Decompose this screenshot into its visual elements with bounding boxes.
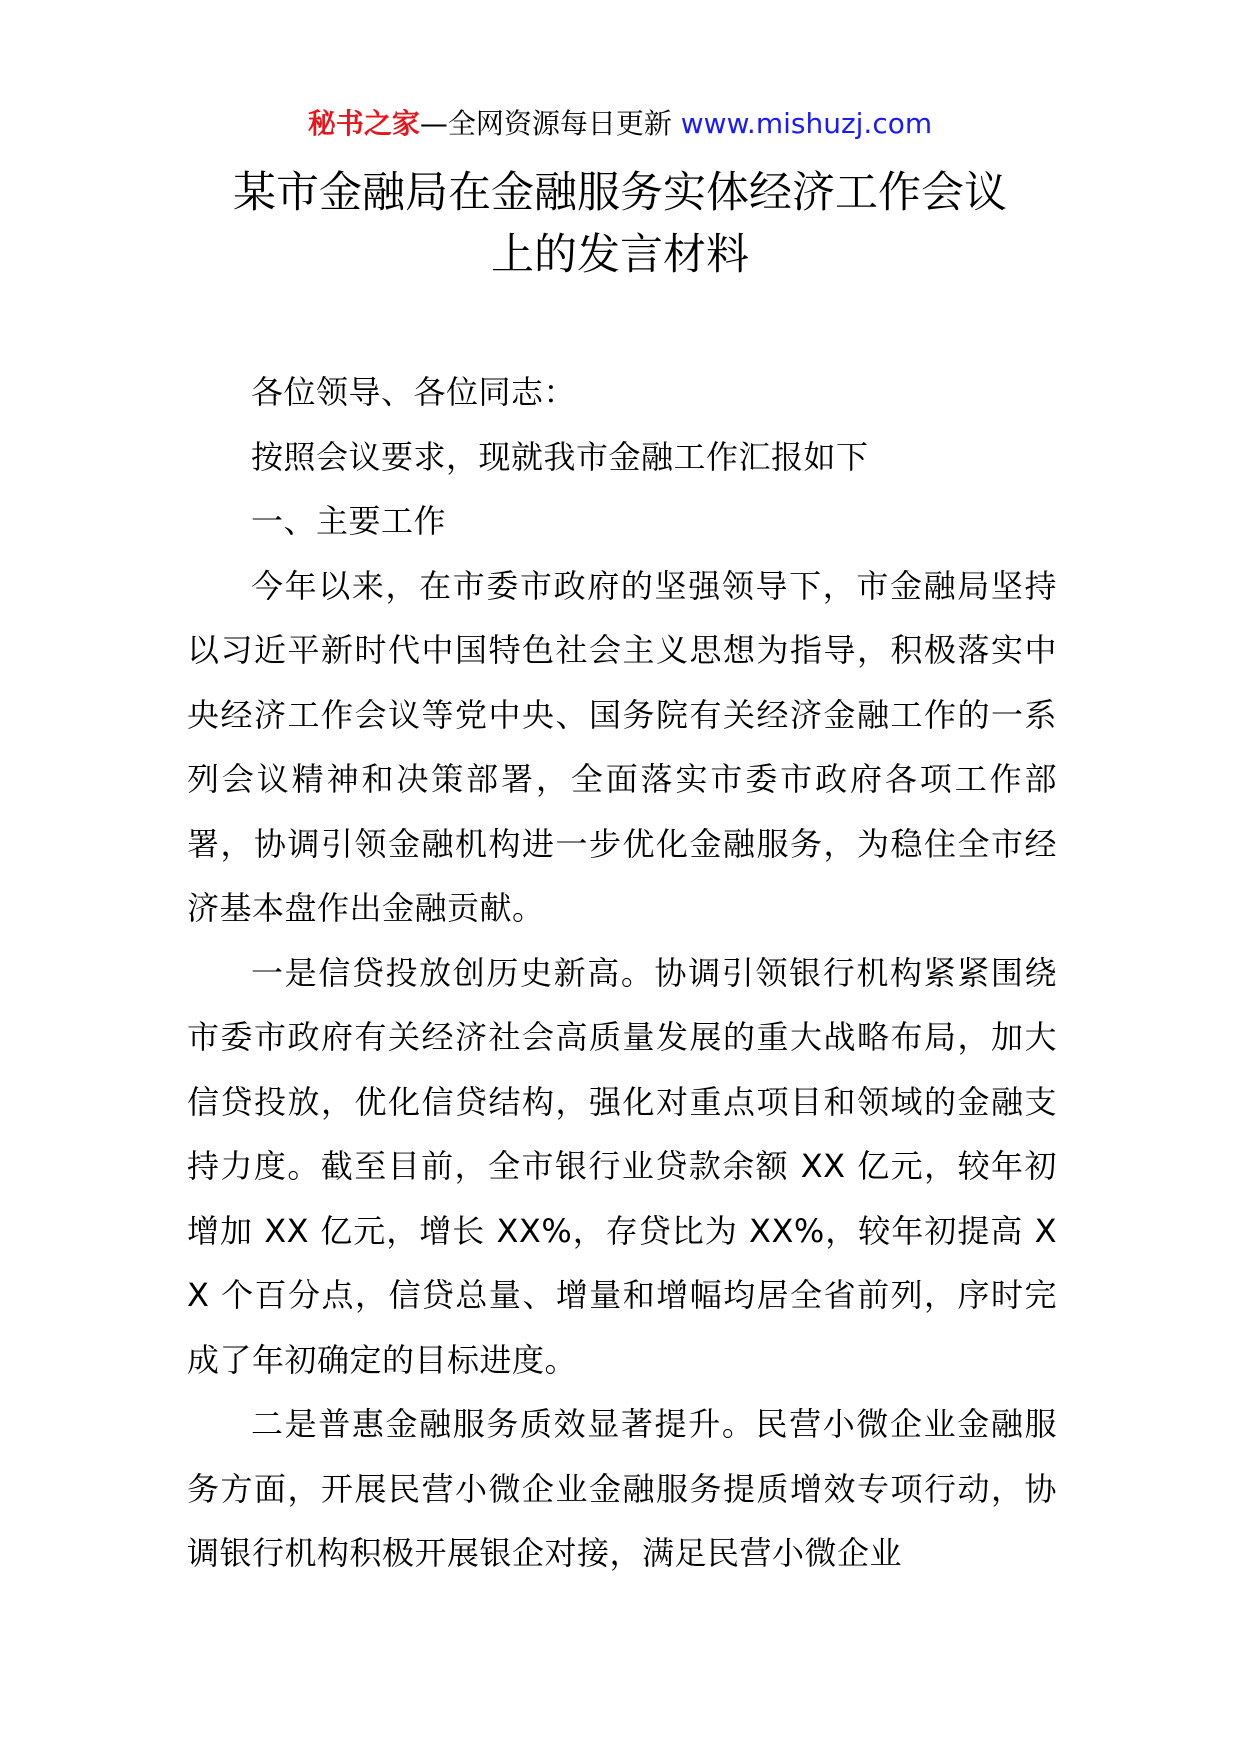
body-paragraph: 一是信贷投放创历史新高。协调引领银行机构紧紧围绕市委市政府有关经济社会高质量发展的重大战略布局，加大信贷投放，优化信贷结构，强化对重点项目和领域的金融支持力度。截至目前，全市银行业贷款余额 XX 亿元，较年初增加 XX 亿元，增长 XX%，存贷比为 XX%，较年初提高 XX 个百分点，信贷总量、增量和增幅均居全省前列，序时完成了年初确定的目标进度。 <box>187 953 1057 1379</box>
salutation: 各位领导、各位同志： <box>251 373 577 411</box>
intro-paragraph: 按照会议要求，现就我市金融工作汇报如下 <box>251 437 869 476</box>
brand-name: 秘书之家 <box>307 107 420 140</box>
document-body <box>187 360 1057 1586</box>
body-paragraph: 二是普惠金融服务质效显著提升。民营小微企业金融服务方面，开展民营小微企业金融服务提质增效专项行动，协调银行机构积极开展银企对接，满足民营小微企业 <box>187 1405 1057 1572</box>
body-paragraph: 今年以来，在市委市政府的坚强领导下，市金融局坚持以习近平新时代中国特色社会主义思想为指导，积极落实中央经济工作会议等党中央、国务院有关经济金融工作的一系列会议精神和决策部署，全面落实市委市政府各项工作部署，协调引领金融机构进一步优化金融服务，为稳住全市经济基本盘作出金融贡献。 <box>187 566 1057 927</box>
site-header <box>0 104 1240 144</box>
document-title <box>150 162 1090 286</box>
site-url-link[interactable]: www.mishuzj.com <box>680 107 933 140</box>
document-title-line-2: 上的发言材料 <box>491 230 749 280</box>
document-title-line-1: 某市金融局在金融服务实体经济工作会议 <box>233 168 1007 218</box>
header-tagline: —全网资源每日更新 <box>419 107 681 140</box>
section-heading: 一、主要工作 <box>251 502 447 540</box>
